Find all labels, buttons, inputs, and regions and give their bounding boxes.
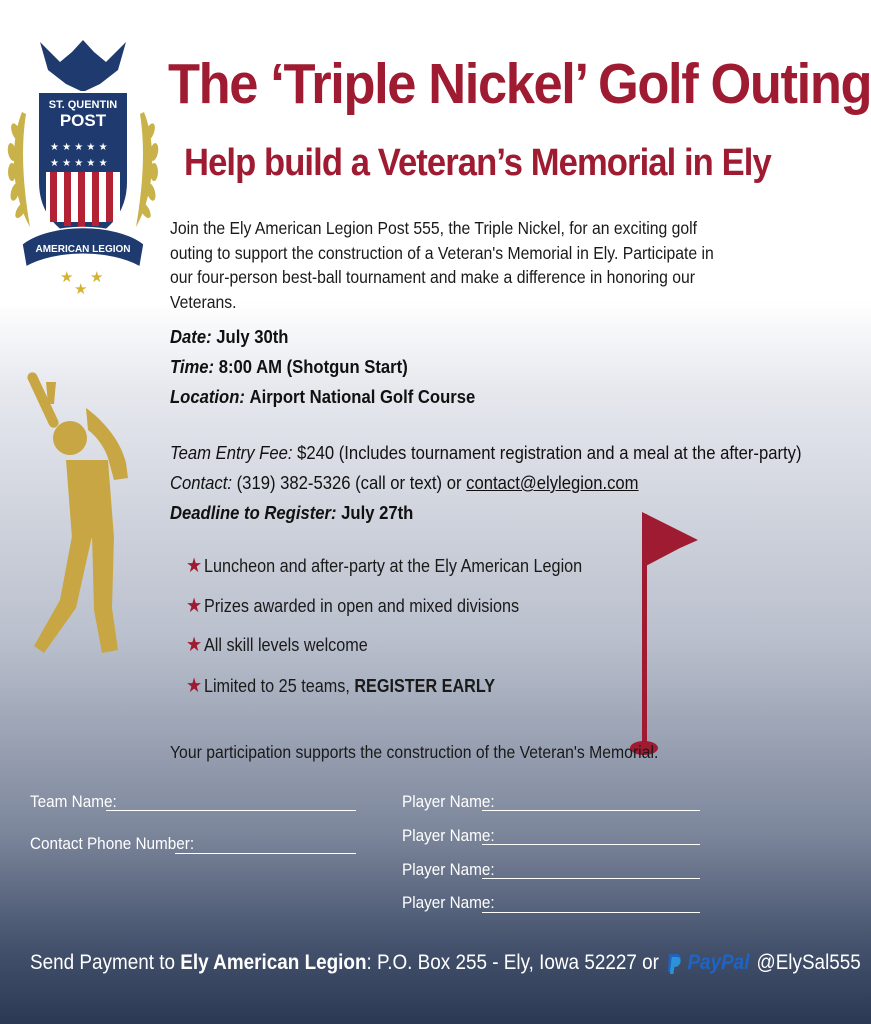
- bullet-text: Luncheon and after-party at the Ely American Legion: [203, 556, 583, 576]
- player-name-label-1: Player Name:: [402, 792, 495, 811]
- time-value: 8:00 AM (Shotgun Start): [218, 356, 408, 377]
- list-item: [186, 594, 519, 618]
- golf-flag-icon: [620, 508, 710, 758]
- star-icon: ★: [186, 555, 203, 577]
- list-item: [186, 674, 495, 698]
- player-name-label-4: Player Name:: [402, 893, 495, 912]
- fee-value: $240 (Includes tournament registration and a meal at the after-party): [297, 442, 802, 463]
- payment-footer: [30, 948, 861, 978]
- register-early-text: REGISTER EARLY: [354, 676, 496, 696]
- page-subtitle: Help build a Veteran’s Memorial in Ely: [184, 142, 771, 184]
- player-name-field-3[interactable]: [482, 878, 700, 879]
- svg-text:★ ★ ★ ★ ★: ★ ★ ★ ★ ★: [50, 158, 108, 169]
- footer-handle: @ElySal555: [756, 951, 861, 974]
- bullet-text: Prizes awarded in open and mixed divisions: [203, 596, 520, 616]
- paypal-icon: [666, 952, 682, 976]
- list-item: [186, 633, 368, 657]
- date-row: [170, 324, 288, 350]
- footer-address: : P.O. Box 255 - Ely, Iowa 52227 or: [366, 951, 659, 974]
- contact-row: [170, 470, 639, 496]
- svg-text:★: ★: [74, 280, 88, 298]
- paypal-logo: [666, 948, 749, 978]
- player-name-field-1[interactable]: [482, 810, 700, 811]
- deadline-value: July 27th: [341, 502, 414, 523]
- fee-row: [170, 440, 802, 466]
- location-value: Airport National Golf Course: [249, 386, 476, 407]
- time-label: Time:: [170, 356, 215, 377]
- player-name-label-2: Player Name:: [402, 826, 495, 845]
- footer-prefix: Send Payment to: [30, 951, 175, 974]
- golfer-icon: [30, 368, 140, 658]
- page-title: The ‘Triple Nickel’ Golf Outing: [168, 52, 871, 116]
- location-row: [170, 384, 475, 410]
- intro-paragraph: Join the Ely American Legion Post 555, the Triple Nickel, for an exciting golf outing to support the construction of a Veteran's Memorial in Ely. Participate in our four-person best-ball tournament and make a difference in honoring our Veterans.: [170, 218, 714, 312]
- team-name-field[interactable]: [106, 810, 356, 811]
- contact-label: Contact:: [170, 472, 233, 493]
- svg-text:★: ★: [90, 268, 104, 286]
- contact-phone-label: Contact Phone Number:: [30, 834, 195, 853]
- player-name-field-2[interactable]: [482, 844, 700, 845]
- bullet-text: All skill levels welcome: [203, 635, 368, 655]
- contact-email-link[interactable]: contact@elylegion.com: [466, 472, 639, 493]
- team-name-label: Team Name:: [30, 792, 117, 811]
- player-name-label-3: Player Name:: [402, 860, 495, 879]
- svg-text:★ ★ ★ ★ ★: ★ ★ ★ ★ ★: [50, 142, 108, 153]
- deadline-label: Deadline to Register:: [170, 502, 337, 523]
- fee-label: Team Entry Fee:: [170, 442, 293, 463]
- svg-text:★: ★: [60, 268, 74, 286]
- american-legion-emblem-icon: [0, 22, 166, 307]
- player-name-field-4[interactable]: [482, 912, 700, 913]
- time-row: [170, 354, 408, 380]
- logo-name-line1: ST. QUENTIN: [48, 99, 118, 111]
- deadline-row: [170, 500, 413, 526]
- star-icon: ★: [186, 675, 203, 697]
- date-value: July 30th: [216, 326, 289, 347]
- star-icon: ★: [186, 634, 203, 656]
- contact-value: (319) 382-5326 (call or text) or: [236, 472, 462, 493]
- list-item: [186, 554, 582, 578]
- support-text: Your participation supports the construction of the Veteran's Memorial.: [170, 742, 659, 762]
- logo-name-line2: POST: [59, 111, 107, 130]
- contact-phone-field[interactable]: [175, 853, 356, 854]
- logo-panel: [0, 22, 166, 307]
- star-icon: ★: [186, 595, 203, 617]
- paypal-text: PayPal: [687, 951, 750, 975]
- bullet-text: Limited to 25 teams,: [203, 676, 350, 696]
- date-label: Date:: [170, 326, 212, 347]
- location-label: Location:: [170, 386, 245, 407]
- footer-org: Ely American Legion: [180, 951, 367, 974]
- logo-banner-text: AMERICAN LEGION: [35, 244, 131, 255]
